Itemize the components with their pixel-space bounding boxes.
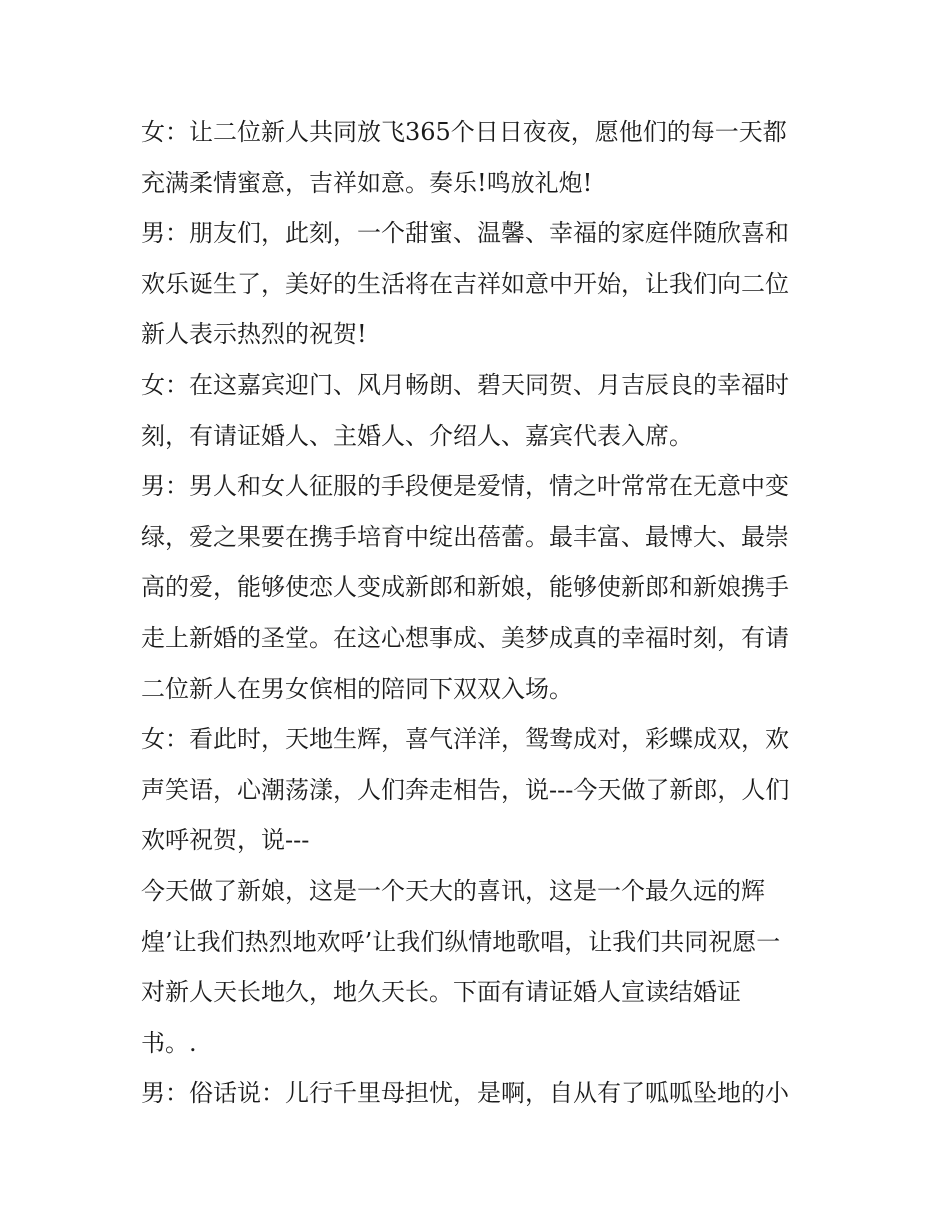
text-line: 今天做了新娘，这是一个天大的喜讯，这是一个最久远的辉: [141, 876, 765, 905]
text-line: 新人表示热烈的祝贺!: [141, 320, 367, 349]
text-line: 女：让二位新人共同放飞365个日日夜夜，愿他们的每一天都: [141, 118, 787, 146]
text-line: 走上新婚的圣堂。在这心想事成、美梦成真的幸福时刻，有请: [141, 623, 789, 652]
text-line: 绿，爱之果要在携手培育中绽出蓓蕾。最丰富、最博大、最崇: [141, 522, 789, 551]
text-line: 男：男人和女人征服的手段便是爱情，情之叶常常在无意中变: [141, 472, 789, 501]
text-line: 书。.: [141, 1028, 197, 1057]
text-line: 男：朋友们，此刻，一个甜蜜、温馨、幸福的家庭伴随欣喜和: [141, 219, 789, 248]
document-body: [141, 107, 821, 1119]
text-line: 二位新人在男女傧相的陪同下双双入场。: [141, 674, 573, 703]
text-line: 刻，有请证婚人、主婚人、介绍人、嘉宾代表入席。: [141, 421, 693, 450]
text-line: 欢乐诞生了，美好的生活将在吉祥如意中开始，让我们向二位: [141, 269, 789, 298]
text-line: 煌’让我们热烈地欢呼’让我们纵情地歌唱，让我们共同祝愿一: [141, 927, 781, 956]
text-line: 女：看此时，天地生辉，喜气洋洋，鸳鸯成对，彩蝶成双，欢: [141, 725, 789, 754]
text-line: 高的爱，能够使恋人变成新郎和新娘，能够使新郎和新娘携手: [141, 573, 789, 602]
text-line: 女：在这嘉宾迎门、风月畅朗、碧天同贺、月吉辰良的幸福时: [141, 370, 789, 399]
text-line: 充满柔情蜜意，吉祥如意。奏乐!鸣放礼炮!: [141, 168, 593, 197]
text-line: 男：俗话说：儿行千里母担忧，是啊，自从有了呱呱坠地的小: [141, 1079, 789, 1108]
text-line: 声笑语，心潮荡漾，人们奔走相告，说---今天做了新郎，人们: [141, 775, 790, 804]
text-line: 欢呼祝贺，说---: [141, 826, 310, 855]
text-line: 对新人天长地久，地久天长。下面有请证婚人宣读结婚证: [141, 978, 741, 1007]
